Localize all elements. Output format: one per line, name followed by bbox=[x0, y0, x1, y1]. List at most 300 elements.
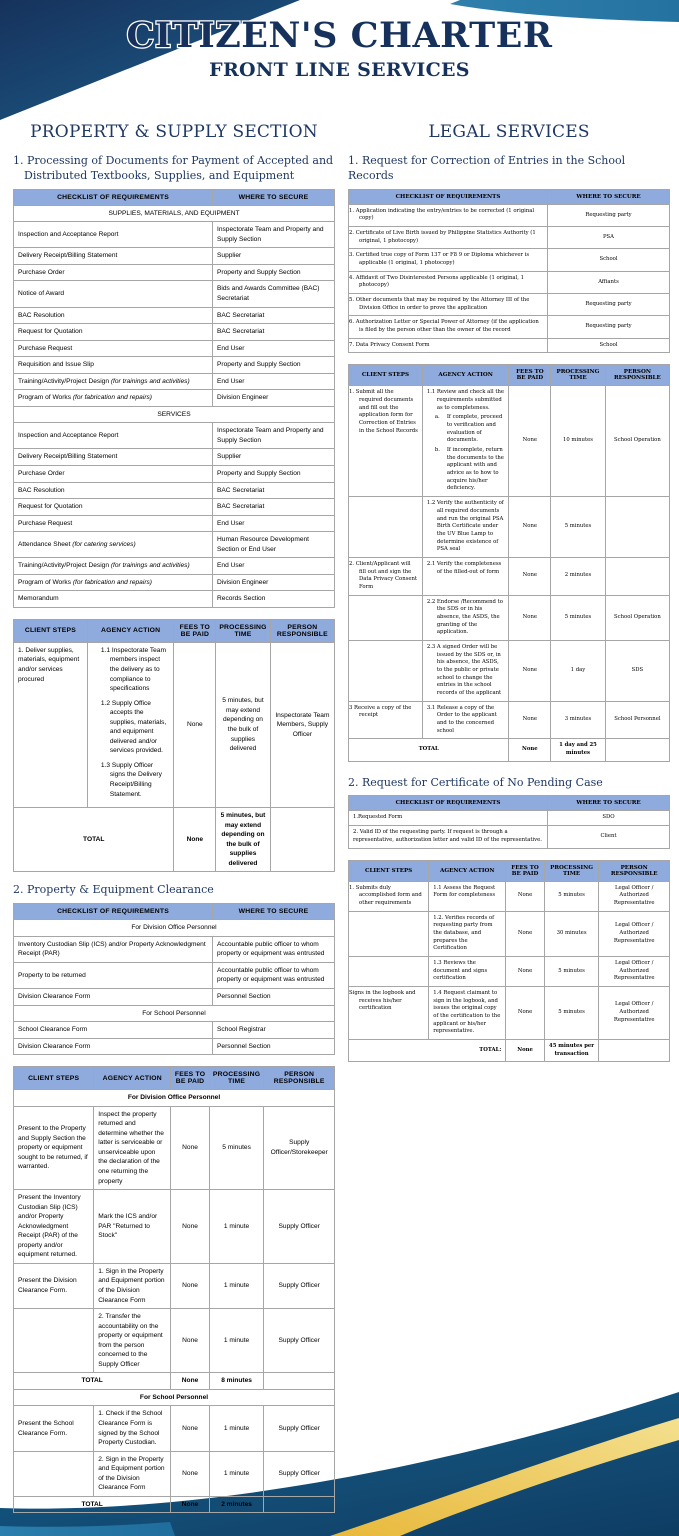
person-responsible-cell bbox=[605, 497, 669, 558]
requirement-cell: 5. Other documents that may be required by the Attorney III of the Division Office in order to prove the application bbox=[349, 294, 548, 316]
table-row bbox=[349, 595, 670, 640]
service-number: 1. bbox=[13, 154, 24, 167]
requirement-cell: Delivery Receipt/Billing Statement bbox=[14, 449, 213, 466]
where-to-secure-cell: End User bbox=[213, 515, 335, 532]
table-header-row bbox=[14, 619, 335, 642]
total-fees-cell: None bbox=[509, 739, 551, 761]
group-label-school-personnel: For School Personnel bbox=[14, 1389, 335, 1406]
table-checklist-property-clearance bbox=[13, 903, 335, 1055]
table-steps-processing-documents bbox=[13, 619, 335, 872]
col-header-client-steps: CLIENT STEPS bbox=[14, 1067, 94, 1090]
where-to-secure-cell: Division Engineer bbox=[213, 390, 335, 407]
agency-action-cell: 1. Check if the School Clearance Form is signed by the School Property Custodian. bbox=[94, 1406, 171, 1451]
total-person-cell bbox=[605, 739, 669, 761]
requirement-cell: Memorandum bbox=[14, 591, 213, 608]
where-to-secure-cell: Property and Supply Section bbox=[213, 357, 335, 374]
service-title-text: Property & Equipment Clearance bbox=[27, 883, 214, 897]
service-number: 1. bbox=[348, 154, 359, 167]
group-label-supplies: SUPPLIES, MATERIALS, AND EQUIPMENT bbox=[14, 205, 335, 222]
agency-action-cell bbox=[422, 701, 509, 739]
where-to-secure-cell: BAC Secretariat bbox=[213, 499, 335, 516]
fees-cell: None bbox=[171, 1190, 210, 1264]
requirement-cell: 2. Certificate of Live Birth issued by Philippine Statistics Authority (1 original, 1 photocopy) bbox=[349, 227, 548, 249]
processing-time-cell: 1 minute bbox=[209, 1263, 264, 1308]
table-header-row bbox=[349, 796, 670, 811]
table-row bbox=[14, 482, 335, 499]
table-row-total bbox=[14, 808, 335, 872]
table-header-row bbox=[349, 189, 670, 204]
person-responsible-cell: Supply Officer/Storekeeper bbox=[264, 1106, 335, 1189]
table-row bbox=[349, 811, 670, 826]
table-row bbox=[349, 911, 670, 956]
service-title-correction-entries bbox=[348, 154, 670, 184]
total-fees-cell: None bbox=[171, 1373, 210, 1390]
requirement-cell: 1. Application indicating the entry/entries to be corrected (1 original copy) bbox=[349, 204, 548, 226]
agency-action-main: 1.2 Verify the authenticity of all required documents and run the original PSA Birth Certificate under the UV Blue Lamp to determine existence of PSA seal bbox=[426, 500, 504, 553]
where-to-secure-cell: Requesting party bbox=[548, 294, 670, 316]
table-row bbox=[14, 532, 335, 558]
requirement-cell: Training/Activity/Project Design (for trainings and activities) bbox=[14, 558, 213, 575]
agency-action-cell: 1.2. Verifies records of requesting party from the database, and prepares the Certification bbox=[429, 911, 506, 956]
requirement-cell: 1.Requested Form bbox=[349, 811, 548, 826]
table-row bbox=[349, 497, 670, 558]
agency-action-cell: 1.1 Assess the Request Form for completeness bbox=[429, 881, 506, 911]
fees-cell: None bbox=[509, 557, 551, 595]
col-header-where: WHERE TO SECURE bbox=[548, 796, 670, 811]
table-row bbox=[349, 826, 670, 848]
table-row bbox=[14, 281, 335, 307]
col-header-person-responsible: PERSON RESPONSIBLE bbox=[264, 1067, 335, 1090]
fees-cell: None bbox=[171, 1451, 210, 1496]
processing-time-cell: 1 minute bbox=[209, 1309, 264, 1373]
processing-time-cell: 1 minute bbox=[209, 1406, 264, 1451]
client-step-cell bbox=[349, 956, 429, 986]
document-header bbox=[0, 15, 679, 81]
table-row-total bbox=[14, 1496, 335, 1513]
person-responsible-cell: Supply Officer bbox=[264, 1451, 335, 1496]
where-to-secure-cell: Property and Supply Section bbox=[213, 465, 335, 482]
group-label-services: SERVICES bbox=[14, 406, 335, 423]
table-row bbox=[14, 515, 335, 532]
fees-cell: None bbox=[506, 956, 545, 986]
requirement-cell: Purchase Request bbox=[14, 340, 213, 357]
table-row bbox=[14, 390, 335, 407]
table-row bbox=[349, 956, 670, 986]
where-to-secure-cell: Affiants bbox=[548, 271, 670, 293]
requirement-cell: Division Clearance Form bbox=[14, 1038, 213, 1055]
person-responsible-cell bbox=[605, 557, 669, 595]
service-number: 2. bbox=[13, 883, 24, 897]
where-to-secure-cell: End User bbox=[213, 373, 335, 390]
fees-cell: None bbox=[174, 642, 216, 807]
where-to-secure-cell: Bids and Awards Committee (BAC) Secretariat bbox=[213, 281, 335, 307]
section-title-property-supply: PROPERTY & SUPPLY SECTION bbox=[30, 122, 318, 142]
where-to-secure-cell: Requesting party bbox=[548, 316, 670, 338]
group-label-division-office: For Division Office Personnel bbox=[14, 1090, 335, 1107]
processing-time-cell: 1 minute bbox=[209, 1190, 264, 1264]
processing-time-cell: 2 minutes bbox=[551, 557, 606, 595]
fees-cell: None bbox=[506, 911, 545, 956]
where-to-secure-cell: Supplier bbox=[213, 248, 335, 265]
col-header-processing-time: PROCESSING TIME bbox=[209, 1067, 264, 1090]
where-to-secure-cell: Human Resource Development Section or End User bbox=[213, 532, 335, 558]
person-responsible-cell: Legal Officer / Authorized Representative bbox=[599, 986, 670, 1039]
requirement-cell: 3. Certified true copy of Form 137 or F8 9 or Diploma whichever is applicable (1 original, 1 photocopy) bbox=[349, 249, 548, 271]
where-to-secure-cell: Requesting party bbox=[548, 204, 670, 226]
fees-cell: None bbox=[171, 1406, 210, 1451]
agency-action-cell bbox=[422, 497, 509, 558]
table-steps-property-clearance bbox=[13, 1066, 335, 1513]
client-step-cell bbox=[349, 497, 423, 558]
agency-action-cell bbox=[422, 640, 509, 701]
table-row bbox=[349, 557, 670, 595]
person-responsible-cell: SDS bbox=[605, 640, 669, 701]
where-to-secure-cell: BAC Secretariat bbox=[213, 324, 335, 341]
requirement-cell: Request for Quotation bbox=[14, 324, 213, 341]
table-row bbox=[14, 423, 335, 449]
person-responsible-cell: Supply Officer bbox=[264, 1263, 335, 1308]
fees-cell: None bbox=[171, 1309, 210, 1373]
table-row bbox=[14, 1022, 335, 1039]
person-responsible-cell: School Personnel bbox=[605, 701, 669, 739]
client-step-cell bbox=[14, 1309, 94, 1373]
agency-action-sub-letter: a. bbox=[434, 414, 440, 421]
table-row bbox=[14, 558, 335, 575]
total-time-cell: 45 minutes per transaction bbox=[544, 1039, 599, 1061]
agency-action-cell: 2. Sign in the Property and Equipment portion of the Division Clearance Form bbox=[94, 1451, 171, 1496]
col-header-checklist: CHECKLIST OF REQUIREMENTS bbox=[14, 904, 213, 920]
table-row bbox=[14, 1106, 335, 1189]
where-to-secure-cell: Inspectorate Team and Property and Supply Section bbox=[213, 222, 335, 248]
table-row bbox=[14, 1190, 335, 1264]
client-step-cell: Present the School Clearance Form. bbox=[14, 1406, 94, 1451]
group-label-division-office: For Division Office Personnel bbox=[14, 920, 335, 937]
agency-action-sub-item bbox=[427, 447, 505, 493]
client-step-cell: 3 Receive a copy of the receipt bbox=[349, 701, 423, 739]
col-header-client-steps: CLIENT STEPS bbox=[349, 860, 429, 881]
table-row-group-label bbox=[14, 205, 335, 222]
requirement-note: (for trainings and activities) bbox=[110, 377, 190, 385]
requirement-cell: Purchase Order bbox=[14, 465, 213, 482]
where-to-secure-cell: Client bbox=[548, 826, 670, 848]
person-responsible-cell: Legal Officer / Authorized Representative bbox=[599, 911, 670, 956]
requirement-cell: Requisition and Issue Slip bbox=[14, 357, 213, 374]
where-to-secure-cell: School Registrar bbox=[213, 1022, 335, 1039]
table-row bbox=[14, 264, 335, 281]
group-label-school-personnel: For School Personnel bbox=[14, 1005, 335, 1022]
fees-cell: None bbox=[171, 1263, 210, 1308]
total-label-cell: TOTAL bbox=[14, 1496, 171, 1513]
total-time-cell: 5 minutes, but may extend depending on the bulk of supplies delivered bbox=[216, 808, 271, 872]
requirement-note: (for fabrication and repairs) bbox=[72, 578, 153, 586]
processing-time-cell: 5 minutes bbox=[209, 1106, 264, 1189]
agency-action-main: 2.3 A signed Order will be issued by the SDS or, in his absence, the ASDS, to the public or private school to change the entries in the school records of the applicant bbox=[426, 643, 502, 696]
client-step-cell bbox=[349, 640, 423, 701]
total-time-cell: 8 minutes bbox=[209, 1373, 264, 1390]
table-row-total bbox=[14, 1373, 335, 1390]
table-row bbox=[349, 271, 670, 293]
where-to-secure-cell: Property and Supply Section bbox=[213, 264, 335, 281]
requirement-cell: 7. Data Privacy Consent Form bbox=[349, 338, 548, 353]
table-header-row bbox=[14, 904, 335, 920]
fees-cell: None bbox=[509, 701, 551, 739]
where-to-secure-cell: Accountable public officer to whom property or equipment was entrusted bbox=[213, 936, 335, 962]
person-responsible-cell: Inspectorate Team Members, Supply Officer bbox=[270, 642, 334, 807]
total-person-cell bbox=[264, 1373, 335, 1390]
requirement-cell: Attendance Sheet (for catering services) bbox=[14, 532, 213, 558]
processing-time-cell: 5 minutes, but may extend depending on the bulk of supplies delivered bbox=[216, 642, 271, 807]
table-row bbox=[14, 1451, 335, 1496]
col-header-person-responsible: PERSON RESPONSIBLE bbox=[270, 619, 334, 642]
table-row bbox=[349, 986, 670, 1039]
requirement-cell: School Clearance Form bbox=[14, 1022, 213, 1039]
requirement-cell: Purchase Order bbox=[14, 264, 213, 281]
requirement-cell: Notice of Award bbox=[14, 281, 213, 307]
requirement-cell: Program of Works (for fabrication and repairs) bbox=[14, 390, 213, 407]
total-time-cell: 2 minutes bbox=[209, 1496, 264, 1513]
table-row bbox=[349, 386, 670, 497]
table-row bbox=[14, 1038, 335, 1055]
client-step-cell: 1. Deliver supplies, materials, equipment and/or services procured bbox=[14, 642, 88, 807]
table-row bbox=[349, 204, 670, 226]
col-header-checklist: CHECKLIST OF REQUIREMENTS bbox=[349, 796, 548, 811]
person-responsible-cell: Supply Officer bbox=[264, 1190, 335, 1264]
table-row-group-label bbox=[14, 1389, 335, 1406]
col-header-checklist: CHECKLIST OF REQUIREMENTS bbox=[14, 189, 213, 205]
table-row-total bbox=[349, 739, 670, 761]
total-person-cell bbox=[270, 808, 334, 872]
table-row bbox=[349, 881, 670, 911]
service-title-text: Request for Certificate of No Pending Case bbox=[362, 775, 603, 789]
agency-action-sub-letter: b. bbox=[434, 447, 440, 454]
where-to-secure-cell: Inspectorate Team and Property and Supply Section bbox=[213, 423, 335, 449]
table-row bbox=[14, 307, 335, 324]
table-row bbox=[14, 222, 335, 248]
where-to-secure-cell: PSA bbox=[548, 227, 670, 249]
col-header-where: WHERE TO SECURE bbox=[548, 189, 670, 204]
table-row bbox=[14, 936, 335, 962]
table-steps-no-pending-case bbox=[348, 860, 670, 1063]
processing-time-cell: 3 minutes bbox=[551, 701, 606, 739]
fees-cell: None bbox=[171, 1106, 210, 1189]
requirement-cell: Purchase Request bbox=[14, 515, 213, 532]
table-row bbox=[14, 248, 335, 265]
client-step-cell bbox=[349, 595, 423, 640]
fees-cell: None bbox=[506, 986, 545, 1039]
total-time-cell: 1 day and 25 minutes bbox=[551, 739, 606, 761]
total-person-cell bbox=[599, 1039, 670, 1061]
total-label-cell: TOTAL bbox=[349, 739, 509, 761]
where-to-secure-cell: Personnel Section bbox=[213, 1038, 335, 1055]
person-responsible-cell: School Operation bbox=[605, 595, 669, 640]
table-row bbox=[14, 591, 335, 608]
col-header-fees: FEES TO BE PAID bbox=[174, 619, 216, 642]
col-header-agency-action: AGENCY ACTION bbox=[422, 365, 509, 386]
total-label-cell: TOTAL bbox=[14, 1373, 171, 1390]
requirement-cell: BAC Resolution bbox=[14, 482, 213, 499]
person-responsible-cell: School Operation bbox=[605, 386, 669, 497]
col-header-person-responsible: PERSON RESPONSIBLE bbox=[605, 365, 669, 386]
where-to-secure-cell: BAC Secretariat bbox=[213, 307, 335, 324]
table-checklist-processing-documents bbox=[13, 189, 335, 608]
requirement-cell: BAC Resolution bbox=[14, 307, 213, 324]
fees-cell: None bbox=[509, 595, 551, 640]
column-property-supply bbox=[13, 122, 335, 1524]
agency-action-item: 1.1 Inspectorate Team members inspect the delivery as to compliance to specifications bbox=[100, 646, 166, 693]
table-row bbox=[14, 340, 335, 357]
page-subtitle: FRONT LINE SERVICES bbox=[209, 59, 470, 81]
col-header-client-steps: CLIENT STEPS bbox=[14, 619, 88, 642]
table-row bbox=[14, 642, 335, 807]
table-row-group-label bbox=[14, 1090, 335, 1107]
agency-action-cell: 1.4 Request claimant to sign in the logbook, and issues the original copy of the certification to the applicant or his/her representative. bbox=[429, 986, 506, 1039]
agency-action-sub-item bbox=[427, 414, 505, 445]
service-title-no-pending-case bbox=[348, 776, 670, 791]
requirement-cell: Inventory Custodian Slip (ICS) and/or Property Acknowledgment Receipt (PAR) bbox=[14, 936, 213, 962]
person-responsible-cell: Legal Officer / Authorized Representative bbox=[599, 956, 670, 986]
col-header-checklist: CHECKLIST OF REQUIREMENTS bbox=[349, 189, 548, 204]
agency-action-cell: 1.3 Reviews the document and signs certification bbox=[429, 956, 506, 986]
service-title-processing-documents bbox=[13, 154, 335, 184]
table-row bbox=[14, 1406, 335, 1451]
where-to-secure-cell: BAC Secretariat bbox=[213, 482, 335, 499]
total-fees-cell: None bbox=[171, 1496, 210, 1513]
total-fees-cell: None bbox=[506, 1039, 545, 1061]
col-header-client-steps: CLIENT STEPS bbox=[349, 365, 423, 386]
table-row bbox=[14, 449, 335, 466]
processing-time-cell: 1 day bbox=[551, 640, 606, 701]
requirement-note: (for trainings and activities) bbox=[110, 562, 190, 570]
table-header-row bbox=[14, 1067, 335, 1090]
processing-time-cell: 5 minutes bbox=[544, 986, 599, 1039]
table-row bbox=[349, 338, 670, 353]
table-header-row bbox=[349, 365, 670, 386]
agency-action-main: 2.1 Verify the completeness of the filled-out of form bbox=[426, 560, 502, 575]
requirement-cell: 6. Authorization Letter or Special Power of Attorney (if the application is filed by the person other than the owner of the record bbox=[349, 316, 548, 338]
agency-action-cell bbox=[422, 557, 509, 595]
client-step-cell: Present the Inventory Custodian Slip (ICS) and/or Property Acknowledgment Receipt (PAR) of the property and/or equipment returned. bbox=[14, 1190, 94, 1264]
total-fees-cell: None bbox=[174, 808, 216, 872]
where-to-secure-cell: SDO bbox=[548, 811, 670, 826]
client-step-cell bbox=[349, 911, 429, 956]
col-header-agency-action: AGENCY ACTION bbox=[429, 860, 506, 881]
table-row bbox=[349, 294, 670, 316]
client-step-cell: Present to the Property and Supply Section the property or equipment sought to be returned, if warranted. bbox=[14, 1106, 94, 1189]
service-title-property-clearance bbox=[13, 883, 335, 898]
table-row bbox=[349, 227, 670, 249]
col-header-fees: FEES TO BE PAID bbox=[509, 365, 551, 386]
fees-cell: None bbox=[506, 881, 545, 911]
agency-action-cell: Mark the ICS and/or PAR "Returned to Stock" bbox=[94, 1190, 171, 1264]
table-row bbox=[14, 324, 335, 341]
service-title-text: Request for Correction of Entries in the School Records bbox=[348, 154, 626, 182]
processing-time-cell: 5 minutes bbox=[544, 881, 599, 911]
col-header-agency-action: AGENCY ACTION bbox=[94, 1067, 171, 1090]
processing-time-cell: 30 minutes bbox=[544, 911, 599, 956]
requirement-cell: 2. Valid ID of the requesting party. If request is through a representative, authorization letter and valid ID of the representative. bbox=[349, 826, 548, 848]
table-row-group-label bbox=[14, 1005, 335, 1022]
table-steps-correction-entries bbox=[348, 364, 670, 761]
agency-action-cell bbox=[87, 642, 174, 807]
where-to-secure-cell: School bbox=[548, 249, 670, 271]
table-row bbox=[14, 574, 335, 591]
col-header-fees: FEES TO BE PAID bbox=[171, 1067, 210, 1090]
client-step-cell bbox=[14, 1451, 94, 1496]
person-responsible-cell: Supply Officer bbox=[264, 1406, 335, 1451]
table-checklist-no-pending-case bbox=[348, 795, 670, 848]
where-to-secure-cell: Personnel Section bbox=[213, 988, 335, 1005]
table-row bbox=[349, 249, 670, 271]
agency-action-cell: 2. Transfer the accountability on the property or equipment from the person concerned to the Supply Officer bbox=[94, 1309, 171, 1373]
table-row bbox=[349, 316, 670, 338]
agency-action-cell: Inspect the property returned and determine whether the latter is serviceable or unserviceable upon the declaration of the one returning the property bbox=[94, 1106, 171, 1189]
table-row bbox=[14, 357, 335, 374]
agency-action-cell bbox=[422, 386, 509, 497]
fees-cell: None bbox=[509, 497, 551, 558]
requirement-cell: Delivery Receipt/Billing Statement bbox=[14, 248, 213, 265]
requirement-cell: Division Clearance Form bbox=[14, 988, 213, 1005]
client-step-cell: 1. Submit all the required documents and fill out the application form for Correction of Entries in the School Records bbox=[349, 386, 423, 497]
agency-action-cell bbox=[422, 595, 509, 640]
table-row bbox=[14, 373, 335, 390]
where-to-secure-cell: Records Section bbox=[213, 591, 335, 608]
service-number: 2. bbox=[348, 775, 359, 789]
client-step-cell: 1. Submits duly accomplished form and other requirements bbox=[349, 881, 429, 911]
table-row bbox=[14, 962, 335, 988]
agency-action-main: 2.2 Endorse /Recommend to the SDS or in his absence, the ASDS, the granting of the application. bbox=[426, 598, 503, 636]
agency-action-item: 1.2 Supply Office accepts the supplies, materials, and equipment delivered and/or services provided. bbox=[100, 699, 167, 755]
col-header-where: WHERE TO SECURE bbox=[213, 904, 335, 920]
client-step-cell: Present the Division Clearance Form. bbox=[14, 1263, 94, 1308]
where-to-secure-cell: School bbox=[548, 338, 670, 353]
processing-time-cell: 5 minutes bbox=[544, 956, 599, 986]
table-row bbox=[349, 701, 670, 739]
column-legal-services bbox=[348, 122, 670, 1073]
col-header-processing-time: PROCESSING TIME bbox=[216, 619, 271, 642]
requirement-cell: 4. Affidavit of Two Disinterested Persons applicable (1 original, 1 photocopy) bbox=[349, 271, 548, 293]
table-checklist-correction-entries bbox=[348, 189, 670, 354]
col-header-processing-time: PROCESSING TIME bbox=[544, 860, 599, 881]
total-person-cell bbox=[264, 1496, 335, 1513]
agency-action-cell: 1. Sign in the Property and Equipment portion of the Division Clearance Form bbox=[94, 1263, 171, 1308]
section-title-legal-services: LEGAL SERVICES bbox=[428, 122, 590, 142]
where-to-secure-cell: End User bbox=[213, 558, 335, 575]
processing-time-cell: 1 minute bbox=[209, 1451, 264, 1496]
agency-action-main: 1.1 Review and check all the requirements submitted as to completeness. bbox=[426, 389, 505, 411]
table-row bbox=[14, 1309, 335, 1373]
col-header-processing-time: PROCESSING TIME bbox=[551, 365, 606, 386]
requirement-cell: Inspection and Acceptance Report bbox=[14, 222, 213, 248]
fees-cell: None bbox=[509, 386, 551, 497]
agency-action-item: 1.3 Supply Officer signs the Delivery Receipt/Billing Statement. bbox=[100, 761, 162, 798]
table-row bbox=[349, 640, 670, 701]
table-row bbox=[14, 988, 335, 1005]
processing-time-cell: 10 minutes bbox=[551, 386, 606, 497]
processing-time-cell: 5 minutes bbox=[551, 595, 606, 640]
fees-cell: None bbox=[509, 640, 551, 701]
table-row bbox=[14, 499, 335, 516]
agency-action-sub-text: If incomplete, return the documents to the applicant with and advice as to how to acquire his/her deficiency. bbox=[446, 447, 504, 492]
table-row bbox=[14, 1263, 335, 1308]
person-responsible-cell: Legal Officer / Authorized Representative bbox=[599, 881, 670, 911]
page-title: CITIZEN'S CHARTER bbox=[126, 15, 553, 56]
client-step-cell: Signs in the logbook and receives his/her certification bbox=[349, 986, 429, 1039]
where-to-secure-cell: Division Engineer bbox=[213, 574, 335, 591]
where-to-secure-cell: End User bbox=[213, 340, 335, 357]
requirement-cell: Program of Works (for fabrication and repairs) bbox=[14, 574, 213, 591]
table-header-row bbox=[349, 860, 670, 881]
agency-action-sub-text: If complete, proceed to verification and evaluation of documents. bbox=[446, 414, 503, 444]
